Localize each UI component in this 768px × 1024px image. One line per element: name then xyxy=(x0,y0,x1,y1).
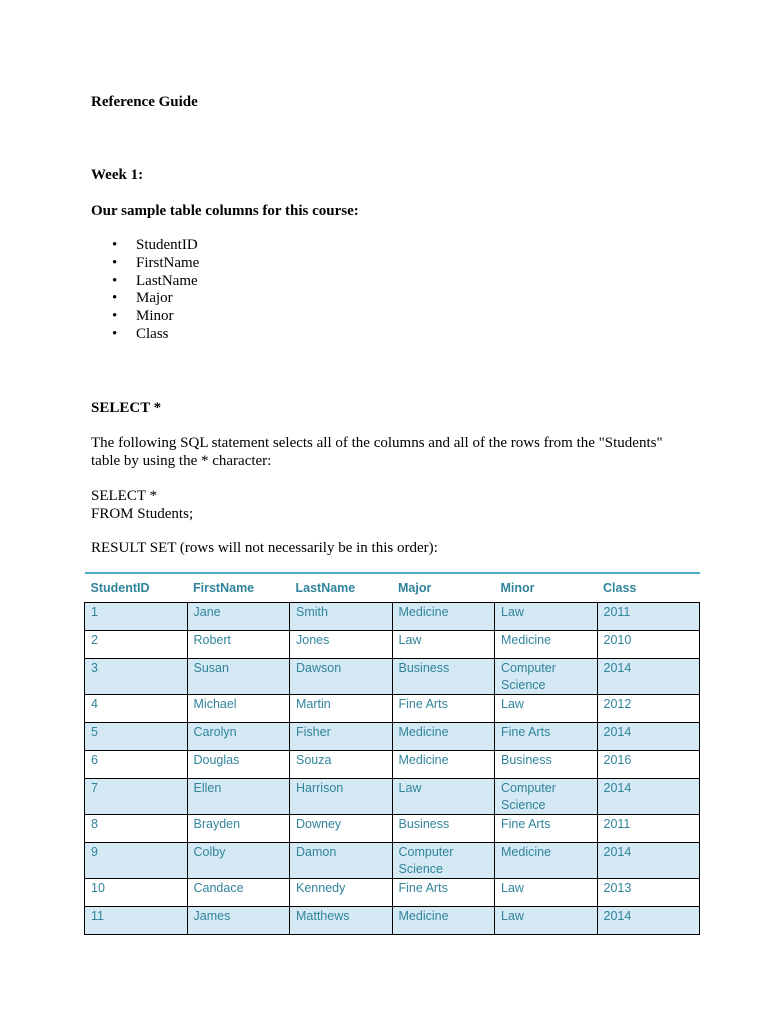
table-cell: Carolyn xyxy=(187,723,290,751)
list-item xyxy=(112,325,199,343)
table-cell: Brayden xyxy=(187,815,290,843)
table-cell: Medicine xyxy=(392,603,495,631)
table-cell: 7 xyxy=(85,779,188,815)
table-cell: 2014 xyxy=(597,659,700,695)
table-cell: Fisher xyxy=(290,723,393,751)
table-cell: 2014 xyxy=(597,907,700,935)
table-cell: 2014 xyxy=(597,723,700,751)
table-row xyxy=(85,879,700,907)
bullet-icon: • xyxy=(112,237,118,253)
column-header: StudentID xyxy=(85,573,188,603)
table-cell: 2 xyxy=(85,631,188,659)
columns-heading: Our sample table columns for this course: xyxy=(91,203,359,219)
list-item xyxy=(112,307,199,325)
table-cell: 2010 xyxy=(597,631,700,659)
table-cell: Kennedy xyxy=(290,879,393,907)
list-item-label: LastName xyxy=(136,272,198,289)
table-cell: 10 xyxy=(85,879,188,907)
table-row xyxy=(85,779,700,815)
table-cell: Fine Arts xyxy=(392,879,495,907)
table-cell: Susan xyxy=(187,659,290,695)
bullet-icon: • xyxy=(112,272,118,289)
table-cell: Fine Arts xyxy=(392,695,495,723)
list-item xyxy=(112,289,199,307)
table-cell: 2016 xyxy=(597,751,700,779)
table-cell: James xyxy=(187,907,290,935)
table-cell: 2012 xyxy=(597,695,700,723)
bullet-icon: • xyxy=(112,290,118,307)
sql-line: SELECT * xyxy=(91,488,157,504)
list-item-label: StudentID xyxy=(136,237,198,253)
table-cell: Candace xyxy=(187,879,290,907)
table-cell: 6 xyxy=(85,751,188,779)
table-row xyxy=(85,695,700,723)
table-cell: Medicine xyxy=(392,907,495,935)
result-set-label: RESULT SET (rows will not necessarily be in this order): xyxy=(91,540,438,556)
table-cell: Law xyxy=(495,603,598,631)
table-cell: Computer Science xyxy=(392,843,495,879)
select-heading: SELECT * xyxy=(91,400,162,416)
table-cell: Douglas xyxy=(187,751,290,779)
description-line: The following SQL statement selects all of the columns and all of the rows from the "Students" xyxy=(91,435,663,451)
column-header: LastName xyxy=(290,573,393,603)
table-cell: 2014 xyxy=(597,779,700,815)
table-cell: Business xyxy=(392,815,495,843)
list-item-label: Major xyxy=(136,290,173,307)
table-cell: Fine Arts xyxy=(495,815,598,843)
table-cell: Downey xyxy=(290,815,393,843)
week-heading: Week 1: xyxy=(91,167,144,183)
description-line: table by using the * character: xyxy=(91,453,272,469)
table-cell: Computer Science xyxy=(495,659,598,695)
table-cell: 2014 xyxy=(597,843,700,879)
columns-list xyxy=(112,236,199,343)
bullet-icon: • xyxy=(112,254,118,271)
table-row xyxy=(85,603,700,631)
table-row xyxy=(85,815,700,843)
table-cell: Computer Science xyxy=(495,779,598,815)
bullet-icon: • xyxy=(112,308,118,325)
table-cell: Damon xyxy=(290,843,393,879)
table-cell: Jones xyxy=(290,631,393,659)
table-cell: Medicine xyxy=(392,751,495,779)
page-title: Reference Guide xyxy=(91,94,198,110)
table-cell: 2011 xyxy=(597,815,700,843)
table-row xyxy=(85,843,700,879)
column-header: Minor xyxy=(495,573,598,603)
list-item-label: Minor xyxy=(136,308,174,325)
table-cell: Michael xyxy=(187,695,290,723)
table-cell: Robert xyxy=(187,631,290,659)
table-row xyxy=(85,751,700,779)
table-cell: Jane xyxy=(187,603,290,631)
list-item xyxy=(112,236,199,254)
table-header-row xyxy=(85,573,700,603)
table-cell: Fine Arts xyxy=(495,723,598,751)
table-cell: 3 xyxy=(85,659,188,695)
table-cell: Dawson xyxy=(290,659,393,695)
table-cell: Law xyxy=(392,631,495,659)
sql-statement xyxy=(91,487,193,523)
table-cell: 5 xyxy=(85,723,188,751)
table-cell: Medicine xyxy=(495,843,598,879)
table-cell: Law xyxy=(392,779,495,815)
table-cell: Ellen xyxy=(187,779,290,815)
table-cell: Medicine xyxy=(495,631,598,659)
list-item-label: FirstName xyxy=(136,254,200,271)
table-cell: Colby xyxy=(187,843,290,879)
list-item xyxy=(112,254,199,272)
table-cell: 8 xyxy=(85,815,188,843)
sql-line: FROM Students; xyxy=(91,506,194,522)
column-header: Class xyxy=(597,573,700,603)
list-item-label: Class xyxy=(136,325,169,342)
table-cell: Medicine xyxy=(392,723,495,751)
table-cell: 4 xyxy=(85,695,188,723)
column-header: FirstName xyxy=(187,573,290,603)
table-row xyxy=(85,723,700,751)
table-cell: 9 xyxy=(85,843,188,879)
table-row xyxy=(85,659,700,695)
table-cell: Smith xyxy=(290,603,393,631)
table-cell: 1 xyxy=(85,603,188,631)
table-cell: Souza xyxy=(290,751,393,779)
table-cell: Harrison xyxy=(290,779,393,815)
table-cell: Matthews xyxy=(290,907,393,935)
table-body xyxy=(85,603,700,935)
table-cell: 2011 xyxy=(597,603,700,631)
result-set-table xyxy=(84,572,700,935)
table-cell: Law xyxy=(495,695,598,723)
table-row xyxy=(85,631,700,659)
table-cell: 2013 xyxy=(597,879,700,907)
table-cell: 11 xyxy=(85,907,188,935)
bullet-icon: • xyxy=(112,325,118,342)
table-cell: Martin xyxy=(290,695,393,723)
table-row xyxy=(85,907,700,935)
table-cell: Law xyxy=(495,907,598,935)
list-item xyxy=(112,272,199,290)
table-cell: Business xyxy=(495,751,598,779)
column-header: Major xyxy=(392,573,495,603)
table-cell: Business xyxy=(392,659,495,695)
table-cell: Law xyxy=(495,879,598,907)
description-paragraph xyxy=(91,434,691,470)
